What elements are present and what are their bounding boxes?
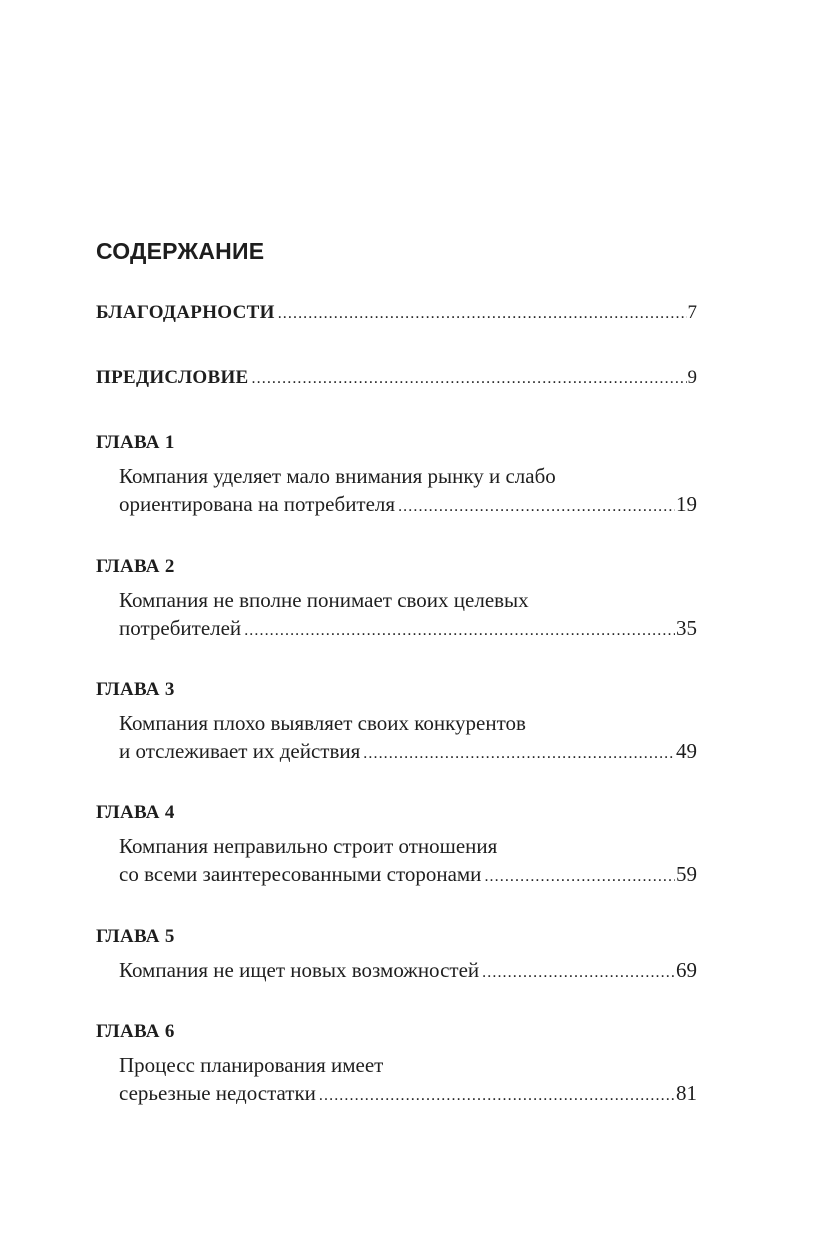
page-number: 9 <box>687 367 697 388</box>
dot-leader <box>244 617 675 645</box>
toc-entry-chapter-6[interactable] <box>119 1079 697 1110</box>
page-number: 49 <box>676 739 697 763</box>
dot-leader <box>363 740 675 768</box>
chapter-label: ГЛАВА 2 <box>96 556 175 577</box>
dot-leader <box>319 1082 675 1110</box>
page-number: 59 <box>676 862 697 886</box>
chapter-title-line: и отслеживает их действия <box>119 739 361 763</box>
toc-entry-acknowledgements[interactable] <box>96 299 697 328</box>
chapter-label: ГЛАВА 3 <box>96 679 175 700</box>
page-number: 35 <box>676 616 697 640</box>
chapter-title-line: со всеми заинтересованными сторонами <box>119 862 482 886</box>
toc-entry-label: БЛАГОДАРНОСТИ <box>96 302 275 323</box>
chapter-title-line: Компания неправильно строит отношения <box>119 834 498 858</box>
dot-leader <box>252 365 687 393</box>
toc-entry-label: ПРЕДИСЛОВИЕ <box>96 367 249 388</box>
toc-entry-chapter-4[interactable] <box>119 860 697 891</box>
toc-entry-chapter-1[interactable] <box>119 490 697 521</box>
chapter-label: ГЛАВА 5 <box>96 926 175 947</box>
chapter-title-line: Компания не вполне понимает своих целевых <box>119 588 529 612</box>
page-number: 7 <box>687 302 697 323</box>
toc-entry-chapter-3[interactable] <box>119 737 697 768</box>
chapter-label: ГЛАВА 1 <box>96 432 175 453</box>
dot-leader <box>278 300 687 328</box>
dot-leader <box>484 863 675 891</box>
chapter-label: ГЛАВА 4 <box>96 802 175 823</box>
toc-entry-chapter-2[interactable] <box>119 614 697 645</box>
chapter-title-line: Компания уделяет мало внимания рынку и слабо <box>119 464 556 488</box>
dot-leader <box>398 493 675 521</box>
chapter-title-line: потребителей <box>119 616 242 640</box>
page-number: 19 <box>676 492 697 516</box>
chapter-title-line: серьезные недостатки <box>119 1081 316 1105</box>
chapter-title-line: Компания плохо выявляет своих конкурентов <box>119 711 526 735</box>
page-number: 69 <box>676 958 697 982</box>
toc-entry-preface[interactable] <box>96 364 697 393</box>
chapter-title-line: Компания не ищет новых возможностей <box>119 958 480 982</box>
toc-entry-chapter-5[interactable] <box>119 956 697 987</box>
page-title: СОДЕРЖАНИЕ <box>96 238 265 264</box>
chapter-label: ГЛАВА 6 <box>96 1021 175 1042</box>
dot-leader <box>482 959 675 987</box>
chapter-title-line: ориентирована на потребителя <box>119 492 396 516</box>
chapter-title-line: Процесс планирования имеет <box>119 1053 384 1077</box>
page-number: 81 <box>676 1081 697 1105</box>
